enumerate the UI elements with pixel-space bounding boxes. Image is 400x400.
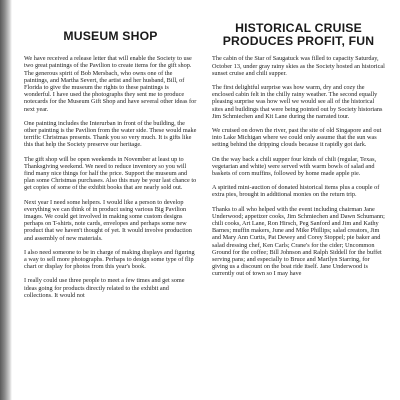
museum-shop-paragraph-1: We have received a release letter that will enable the Society to use two great paintings of the Pavilion to create items for the gift shop. The generous spirit of Bob Mersbach, who owns one of the paintings, and Martha Severt, the artist and her husband, Bill, of Florida to give the museum the rights to these paintings is wonderful. I have used the photographs they sent me to produce notecards for the Museum Gift Shop and have several other ideas for next year. xyxy=(24,55,197,113)
historical-cruise-heading-line-1: HISTORICAL CRUISE xyxy=(235,21,362,35)
museum-shop-paragraph-5: I also need someone to be in charge of making displays and figuring a way to sell more photographs. Perhaps to design some type of flip chart or display for photos from this year's book. xyxy=(24,248,195,271)
historical-cruise-paragraph-2: The first delightful surprise was how warm, dry and cozy the enclosed cabin felt in the chilly rainy weather. The second equally pleasing surprise was how well we would see all of the historical sites and buildings that were being pointed out by Society historians Jim Schmiechen and Kit Lane during the narrated tour. xyxy=(212,84,383,120)
historical-cruise-paragraph-3: We cruised on down the river, past the site of old Singapore and out into Lake Michigan where we could only assume that the sun was setting behind the dripping clouds because it rapidly got dark. xyxy=(212,127,382,149)
historical-cruise-heading-line-2: PRODUCES PROFIT, FUN xyxy=(222,34,375,49)
museum-shop-paragraph-4: Next year I need some helpers. I would like a person to develop everything we can think of in product using various Big Pavilion images. We could get involved in making some custom designs perhaps on T-shirts, note cards, envelopes and perhaps some new product that we haven't thought of yet. It would involve production and assembly of new materials. xyxy=(24,198,192,242)
scan-edge-shadow xyxy=(0,0,12,400)
museum-shop-paragraph-3: The gift shop will be open weekends in November at least up to Thanksgiving weekend. We need to reduce inventory so you will find many nice things for half the price. Support the museum and plan some Christmas purchases. Also this may be your last chance to get copies of some of the exhibit books that are nearly sold out. xyxy=(24,155,197,192)
museum-shop-heading: MUSEUM SHOP xyxy=(63,29,158,43)
historical-cruise-paragraph-1: The cabin of the Star of Saugatuck was filled to capacity Saturday, October 13, under gray rainy skies as the Society hosted an historical sunset cruise and chili supper. xyxy=(212,55,385,77)
museum-shop-paragraph-2: One painting includes the Interurban in front of the building, the other painting is the Pavilion from the water side. These would make terrific Christmas presents. Thank you so very much. It is gifts like this that help the Society preserve our heritage. xyxy=(24,119,197,149)
historical-cruise-paragraph-6: Thanks to all who helped with the event including chairman Jane Underwood; appetizer cooks, Jim Schmiechen and Dawn Schumann; chili cooks, Art Lane, Ron Hirsch, Peg Sanford and Jim and Kathy Barnes; muffin makers, June and Mike Phillips; salad creators, Jim and Mary Ann Curtis, Pat Dewey and Corey Stoppel; pie baker and salad dressing chef, Ken Carls; Crane's for the cider; Uncommon Ground for the coffee; Bill Johnson and Ralph Siddell for the buffet serving pans; and especially to Bruce and Marilyn Starring, for giving us a discount on the boat ride itself. Jane Underwood is currently out of town so I may have xyxy=(212,205,385,278)
historical-cruise-paragraph-4: On the way back a chili supper four kinds of chili (regular, Texas, vegetarian and white) were served with warm bowls of salad and baskets of corn muffins, followed by home made apple pie. xyxy=(212,155,377,178)
historical-cruise-heading xyxy=(212,22,385,48)
historical-cruise-column xyxy=(212,18,385,285)
museum-shop-column xyxy=(24,18,197,306)
museum-shop-paragraph-6: I really could use three people to meet a few times and get some ideas going for products directly related to the exhibit and collections. It would not xyxy=(24,277,185,299)
historical-cruise-paragraph-5: A spirited mini-auction of donated historical items plus a couple of extra pies, brought in additional monies on the return trip. xyxy=(212,184,380,199)
